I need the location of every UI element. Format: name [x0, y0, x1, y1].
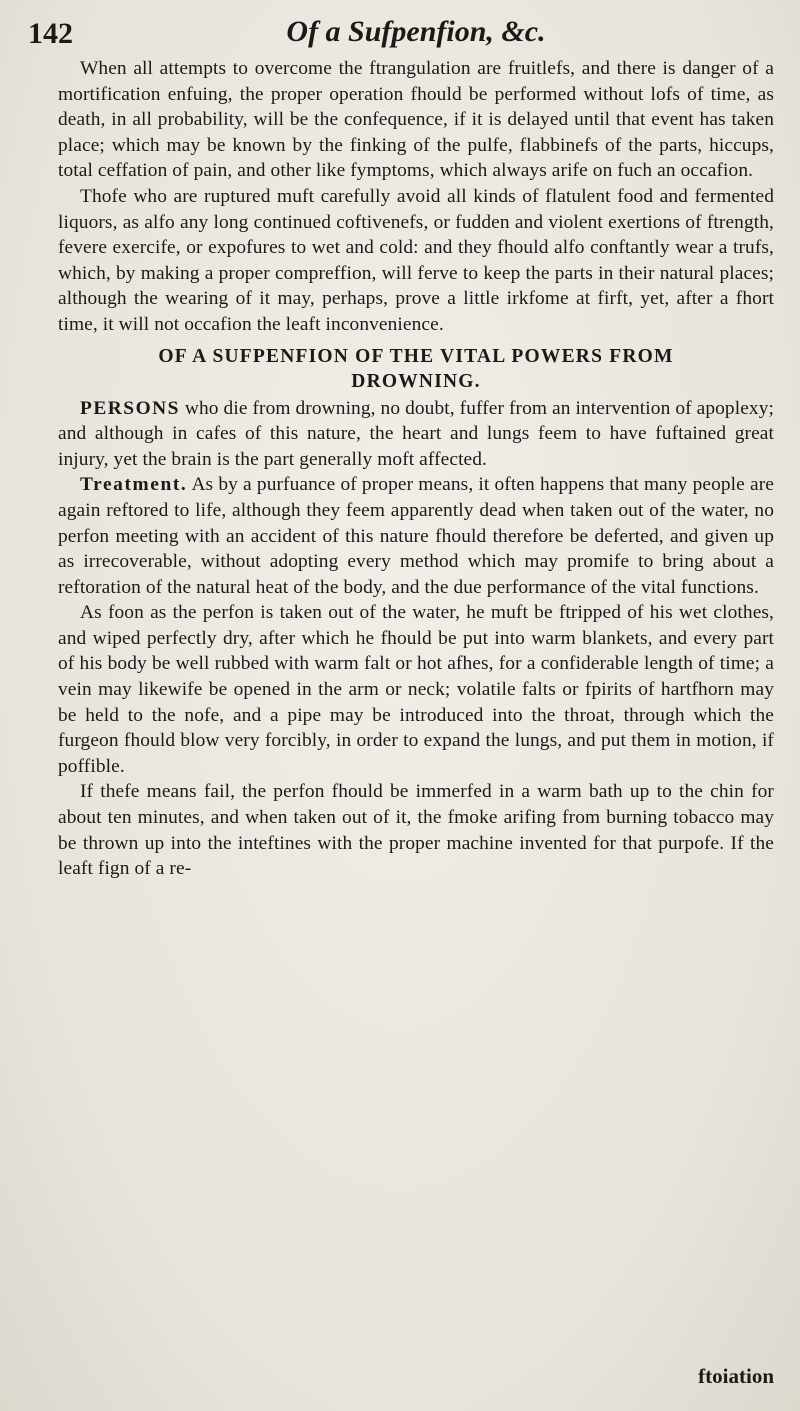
- paragraph-drowning-intro-text: who die from drowning, no doubt, fuffer from an intervention of apoplexy; and although in cafes of this nature, the heart and lungs feem to have fuftained great injury, yet the brain is the part generally moft affected.: [58, 397, 774, 470]
- section-heading-line1: OF A SUFPENFION OF THE VITAL POWERS FROM: [158, 345, 674, 367]
- treatment-label: Treatment.: [80, 474, 188, 496]
- paragraph-drowning-intro: [58, 396, 774, 473]
- paragraph-bath-tobacco: If thefe means fail, the perfon fhould be immerfed in a warm bath up to the chin for about ten minutes, and when taken out of it, the fmoke arifing from burning tobacco may be thrown up into the inteftines with the proper machine invented for that purpofe. If the leaft fign of a re-: [58, 781, 774, 880]
- paragraph-treatment-text: As by a purfuance of proper means, it often happens that many people are again reftored to life, although they feem apparently dead when taken out of the water, no perfon meeting with an accident of this nature fhould therefore be deferted, and given up as irrecoverable, without adopting every method which may promife to bring about a reftoration of the natural heat of the body, and the due performance of the vital functions.: [58, 474, 774, 598]
- paragraph-treatment: [58, 472, 774, 600]
- catchword: ftoiation: [698, 1364, 774, 1388]
- running-head: [28, 14, 774, 56]
- lead-word: PERSONS: [80, 397, 180, 419]
- section-heading: [58, 344, 774, 394]
- page-number: 142: [28, 17, 73, 50]
- paragraph-procedure: As foon as the perfon is taken out of the water, he muft be ftripped of his wet clothes, and wiped perfectly dry, after which he fhould be put into warm blankets, and every part of his body be well rubbed with warm falt or hot afhes, for a confiderable length of time; a vein may likewife be opened in the arm or neck; volatile falts or fpirits of hartfhorn may be held to the nofe, and a pipe may be introduced into the throat, through which the furgeon fhould blow very forcibly, in order to expand the lungs, and put them in motion, if poffible.: [58, 602, 774, 777]
- paragraph-strangulation: When all attempts to overcome the ftrangulation are fruitlefs, and there is danger of a mortification enfuing, the proper operation fhould be performed without lofs of time, as death, in all probability, will be the confequence, if it is delayed until that event has taken place; which may be known by the finking of the pulfe, flabbinefs of the parts, hiccups, total ceffation of pain, and other like fymptoms, which always arife on fuch an occafion.: [58, 58, 774, 182]
- paragraph-ruptured-care: Thofe who are ruptured muft carefully avoid all kinds of flatulent food and fermented liquors, as alfo any long continued coftivenefs, or fudden and violent exertions of ftrength, fevere exercife, or expofures to wet and cold: and they fhould alfo conftantly wear a trufs, which, by making a proper compreffion, will ferve to keep the parts in their natural places; although the wearing of it may, perhaps, prove a little irkfome at firft, yet, after a fhort time, it will not occafion the leaft inconvenience.: [58, 185, 774, 335]
- section-heading-line2: DROWNING.: [351, 370, 481, 392]
- running-title: Of a Sufpenfion, &c.: [286, 15, 546, 48]
